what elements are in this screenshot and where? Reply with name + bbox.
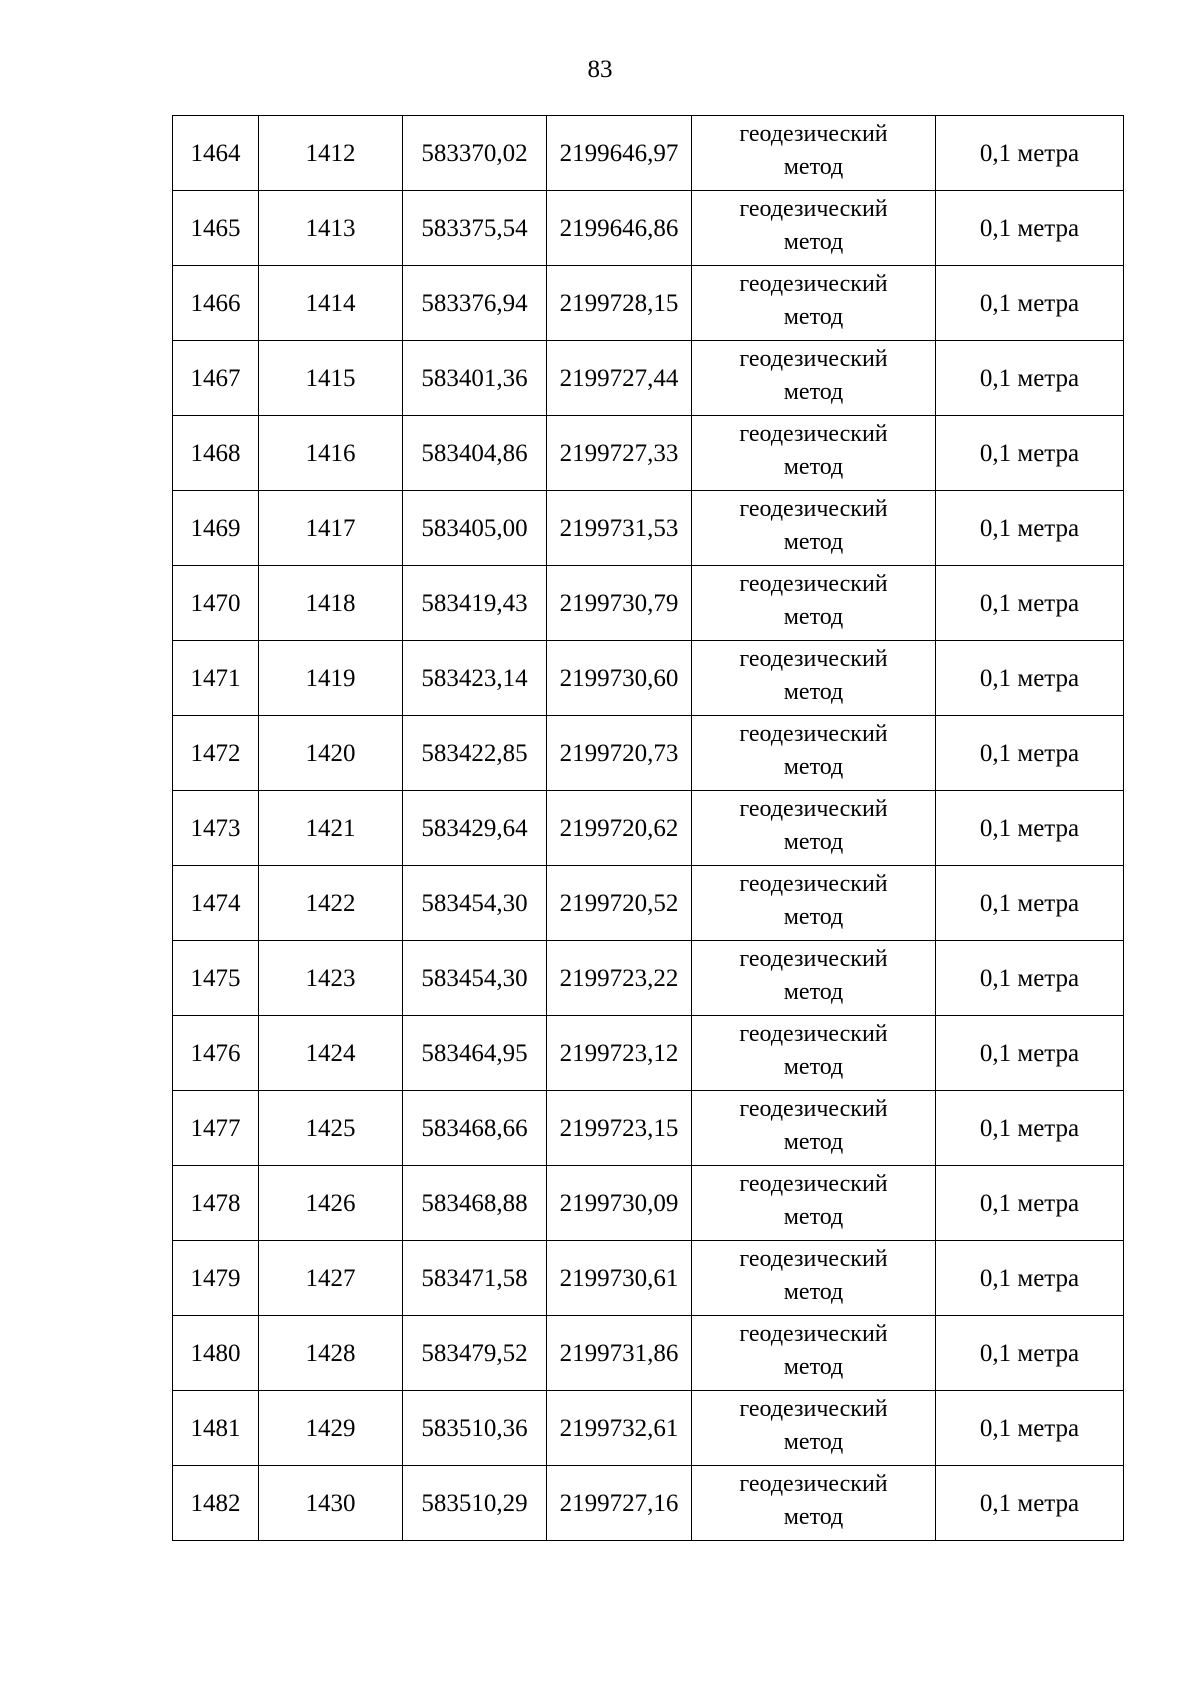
x-coordinate-cell: 583479,52 <box>403 1316 547 1391</box>
row-number-cell: 1477 <box>173 1091 259 1166</box>
table-row <box>173 941 1124 1016</box>
point-number-cell: 1418 <box>259 566 403 641</box>
table-row <box>173 1091 1124 1166</box>
row-number-cell: 1465 <box>173 191 259 266</box>
table-row <box>173 341 1124 416</box>
table-row <box>173 1166 1124 1241</box>
method-cell <box>692 1241 936 1316</box>
method-line-1: геодезический <box>739 121 888 147</box>
y-coordinate-cell: 2199723,15 <box>547 1091 692 1166</box>
method-line-1: геодезический <box>739 1171 888 1197</box>
method-line-1: геодезический <box>739 1021 888 1047</box>
y-coordinate-cell: 2199720,73 <box>547 716 692 791</box>
point-number-cell: 1427 <box>259 1241 403 1316</box>
table-row <box>173 1016 1124 1091</box>
method-line-1: геодезический <box>739 271 888 297</box>
point-number-cell: 1422 <box>259 866 403 941</box>
method-line-2: метод <box>783 529 844 555</box>
x-coordinate-cell: 583422,85 <box>403 716 547 791</box>
y-coordinate-cell: 2199730,60 <box>547 641 692 716</box>
row-number-cell: 1481 <box>173 1391 259 1466</box>
table-row <box>173 191 1124 266</box>
row-number-cell: 1468 <box>173 416 259 491</box>
row-number-cell: 1471 <box>173 641 259 716</box>
row-number-cell: 1474 <box>173 866 259 941</box>
y-coordinate-cell: 2199730,09 <box>547 1166 692 1241</box>
method-cell <box>692 941 936 1016</box>
point-number-cell: 1413 <box>259 191 403 266</box>
accuracy-cell: 0,1 метра <box>936 1391 1124 1466</box>
method-line-2: метод <box>783 1504 844 1530</box>
y-coordinate-cell: 2199720,62 <box>547 791 692 866</box>
x-coordinate-cell: 583468,88 <box>403 1166 547 1241</box>
row-number-cell: 1476 <box>173 1016 259 1091</box>
x-coordinate-cell: 583423,14 <box>403 641 547 716</box>
x-coordinate-cell: 583471,58 <box>403 1241 547 1316</box>
x-coordinate-cell: 583419,43 <box>403 566 547 641</box>
page-number: 83 <box>587 56 613 83</box>
accuracy-cell: 0,1 метра <box>936 1316 1124 1391</box>
method-cell <box>692 266 936 341</box>
x-coordinate-cell: 583376,94 <box>403 266 547 341</box>
point-number-cell: 1415 <box>259 341 403 416</box>
row-number-cell: 1469 <box>173 491 259 566</box>
y-coordinate-cell: 2199646,97 <box>547 116 692 191</box>
method-cell <box>692 1016 936 1091</box>
method-cell <box>692 191 936 266</box>
method-cell <box>692 791 936 866</box>
method-cell <box>692 1091 936 1166</box>
method-cell <box>692 341 936 416</box>
method-line-1: геодезический <box>739 1321 888 1347</box>
table-row <box>173 1391 1124 1466</box>
accuracy-cell: 0,1 метра <box>936 641 1124 716</box>
x-coordinate-cell: 583510,29 <box>403 1466 547 1541</box>
method-cell <box>692 716 936 791</box>
method-line-1: геодезический <box>739 646 888 672</box>
x-coordinate-cell: 583468,66 <box>403 1091 547 1166</box>
table-row <box>173 566 1124 641</box>
row-number-cell: 1470 <box>173 566 259 641</box>
y-coordinate-cell: 2199723,22 <box>547 941 692 1016</box>
method-line-1: геодезический <box>739 571 888 597</box>
method-cell <box>692 1391 936 1466</box>
x-coordinate-cell: 583510,36 <box>403 1391 547 1466</box>
method-line-1: геодезический <box>739 196 888 222</box>
method-line-2: метод <box>783 229 844 255</box>
method-cell <box>692 1466 936 1541</box>
row-number-cell: 1472 <box>173 716 259 791</box>
x-coordinate-cell: 583464,95 <box>403 1016 547 1091</box>
table-row <box>173 791 1124 866</box>
y-coordinate-cell: 2199723,12 <box>547 1016 692 1091</box>
method-line-1: геодезический <box>739 1246 888 1272</box>
accuracy-cell: 0,1 метра <box>936 1466 1124 1541</box>
row-number-cell: 1467 <box>173 341 259 416</box>
point-number-cell: 1416 <box>259 416 403 491</box>
point-number-cell: 1419 <box>259 641 403 716</box>
accuracy-cell: 0,1 метра <box>936 266 1124 341</box>
method-line-2: метод <box>783 1054 844 1080</box>
method-line-2: метод <box>783 829 844 855</box>
method-line-2: метод <box>783 604 844 630</box>
y-coordinate-cell: 2199728,15 <box>547 266 692 341</box>
method-line-1: геодезический <box>739 421 888 447</box>
y-coordinate-cell: 2199731,86 <box>547 1316 692 1391</box>
x-coordinate-cell: 583405,00 <box>403 491 547 566</box>
method-line-2: метод <box>783 754 844 780</box>
accuracy-cell: 0,1 метра <box>936 116 1124 191</box>
point-number-cell: 1424 <box>259 1016 403 1091</box>
x-coordinate-cell: 583375,54 <box>403 191 547 266</box>
table-row <box>173 266 1124 341</box>
row-number-cell: 1479 <box>173 1241 259 1316</box>
accuracy-cell: 0,1 метра <box>936 1091 1124 1166</box>
table-row <box>173 866 1124 941</box>
method-cell <box>692 866 936 941</box>
method-line-2: метод <box>783 979 844 1005</box>
row-number-cell: 1466 <box>173 266 259 341</box>
accuracy-cell: 0,1 метра <box>936 1241 1124 1316</box>
y-coordinate-cell: 2199732,61 <box>547 1391 692 1466</box>
x-coordinate-cell: 583404,86 <box>403 416 547 491</box>
coordinates-table <box>172 115 1124 1541</box>
x-coordinate-cell: 583454,30 <box>403 866 547 941</box>
point-number-cell: 1426 <box>259 1166 403 1241</box>
accuracy-cell: 0,1 метра <box>936 716 1124 791</box>
point-number-cell: 1412 <box>259 116 403 191</box>
table-row <box>173 1466 1124 1541</box>
accuracy-cell: 0,1 метра <box>936 1016 1124 1091</box>
table-row <box>173 491 1124 566</box>
accuracy-cell: 0,1 метра <box>936 491 1124 566</box>
x-coordinate-cell: 583370,02 <box>403 116 547 191</box>
x-coordinate-cell: 583454,30 <box>403 941 547 1016</box>
row-number-cell: 1464 <box>173 116 259 191</box>
method-line-2: метод <box>783 1354 844 1380</box>
table-row <box>173 716 1124 791</box>
method-line-2: метод <box>783 904 844 930</box>
method-line-2: метод <box>783 1429 844 1455</box>
x-coordinate-cell: 583429,64 <box>403 791 547 866</box>
method-line-2: метод <box>783 1204 844 1230</box>
y-coordinate-cell: 2199730,79 <box>547 566 692 641</box>
row-number-cell: 1475 <box>173 941 259 1016</box>
row-number-cell: 1473 <box>173 791 259 866</box>
method-cell <box>692 1166 936 1241</box>
method-line-1: геодезический <box>739 1471 888 1497</box>
table-row <box>173 641 1124 716</box>
accuracy-cell: 0,1 метра <box>936 1166 1124 1241</box>
method-line-2: метод <box>783 154 844 180</box>
point-number-cell: 1414 <box>259 266 403 341</box>
y-coordinate-cell: 2199646,86 <box>547 191 692 266</box>
method-line-1: геодезический <box>739 496 888 522</box>
point-number-cell: 1420 <box>259 716 403 791</box>
table-row <box>173 116 1124 191</box>
row-number-cell: 1480 <box>173 1316 259 1391</box>
accuracy-cell: 0,1 метра <box>936 791 1124 866</box>
point-number-cell: 1430 <box>259 1466 403 1541</box>
table-row <box>173 1241 1124 1316</box>
method-cell <box>692 566 936 641</box>
row-number-cell: 1478 <box>173 1166 259 1241</box>
method-cell <box>692 416 936 491</box>
accuracy-cell: 0,1 метра <box>936 416 1124 491</box>
point-number-cell: 1417 <box>259 491 403 566</box>
method-cell <box>692 641 936 716</box>
accuracy-cell: 0,1 метра <box>936 341 1124 416</box>
point-number-cell: 1421 <box>259 791 403 866</box>
method-line-2: метод <box>783 679 844 705</box>
y-coordinate-cell: 2199731,53 <box>547 491 692 566</box>
accuracy-cell: 0,1 метра <box>936 191 1124 266</box>
method-line-1: геодезический <box>739 1396 888 1422</box>
table-row <box>173 416 1124 491</box>
point-number-cell: 1429 <box>259 1391 403 1466</box>
y-coordinate-cell: 2199727,33 <box>547 416 692 491</box>
x-coordinate-cell: 583401,36 <box>403 341 547 416</box>
point-number-cell: 1423 <box>259 941 403 1016</box>
accuracy-cell: 0,1 метра <box>936 941 1124 1016</box>
y-coordinate-cell: 2199730,61 <box>547 1241 692 1316</box>
method-line-1: геодезический <box>739 721 888 747</box>
coordinates-table-body <box>173 116 1124 1541</box>
method-line-2: метод <box>783 1129 844 1155</box>
method-cell <box>692 491 936 566</box>
method-line-1: геодезический <box>739 1096 888 1122</box>
method-line-2: метод <box>783 1279 844 1305</box>
row-number-cell: 1482 <box>173 1466 259 1541</box>
method-line-1: геодезический <box>739 796 888 822</box>
accuracy-cell: 0,1 метра <box>936 866 1124 941</box>
method-cell <box>692 1316 936 1391</box>
method-line-2: метод <box>783 454 844 480</box>
point-number-cell: 1428 <box>259 1316 403 1391</box>
point-number-cell: 1425 <box>259 1091 403 1166</box>
method-line-1: геодезический <box>739 871 888 897</box>
y-coordinate-cell: 2199727,44 <box>547 341 692 416</box>
method-line-1: геодезический <box>739 946 888 972</box>
y-coordinate-cell: 2199720,52 <box>547 866 692 941</box>
method-line-2: метод <box>783 379 844 405</box>
y-coordinate-cell: 2199727,16 <box>547 1466 692 1541</box>
method-cell <box>692 116 936 191</box>
method-line-2: метод <box>783 304 844 330</box>
accuracy-cell: 0,1 метра <box>936 566 1124 641</box>
method-line-1: геодезический <box>739 346 888 372</box>
table-row <box>173 1316 1124 1391</box>
